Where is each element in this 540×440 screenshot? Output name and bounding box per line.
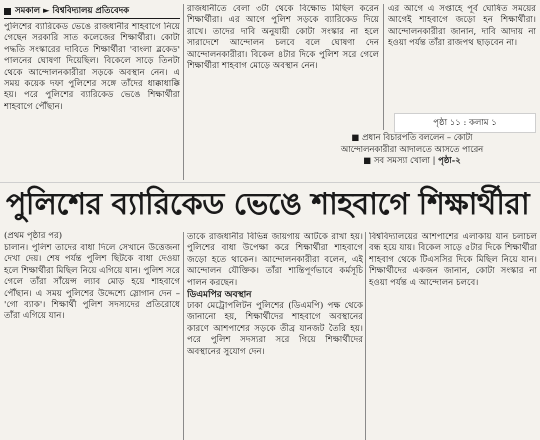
top-left-text: পুলিশের ব্যারিকেড ভেঙে রাজধানীর শাহবাগে নিয়ে গেছেন সরকারি সাত কলেজের শিক্ষার্থীরা। কোটা পদ্ধতি সংস্কারের দাবিতে শিক্ষার্থীরা 'বাংলা ব্লকেড' পালনের ঘোষণা দিয়েছিল। বিকেলে সাড়ে তিনটা থেকে আন্দোলনকারীরা সড়কে অবস্থান নেন। এ সময় কয়েক দফা পুলিশের সঙ্গে তাঁদের ধাক্কাধাক্কি হয়। পরে পুলিশের ব্যারিকেড ভেঙে শিক্ষার্থীরা শাহবাগে পৌঁছান। (4, 22, 180, 112)
jump-label (394, 113, 536, 133)
column-divider (383, 4, 384, 130)
jump-label-text: পৃষ্ঠা ১১ : কলাম ১ (433, 118, 497, 128)
bottom-middle-text-2: ঢাকা মেট্রোপলিটন পুলিশের (ডিএমপি) পক্ষ থেকে জানানো হয়, শিক্ষার্থীদের শাহবাগে অবস্থানের কারণে আশপাশের সড়কে তীব্র যানজট তৈরি হয়। পরে পুলিশ সদস্যরা সরে গিয়ে শিক্ষার্থীদের অবস্থানের সুযোগ দেন। (187, 301, 363, 357)
bottom-right-column (369, 232, 537, 440)
headline: পুলিশের ব্যারিকেড ভেঙে শাহবাগে শিক্ষার্থীরা (6, 187, 530, 222)
byline-square-icon (4, 8, 11, 15)
top-right-column (388, 4, 536, 104)
bottom-right-text: বিশ্ববিদ্যালয়ের আশপাশের এলাকায় যান চলাচল বন্ধ হয়ে যায়। বিকেল সাড়ে ৫টার দিকে শিক্ষার্থীরা শাহবাগ থেকে টিএসসির দিকে মিছিল নিয়ে যান। শিক্ষার্থীদের একজন জানান, কোটা সংস্কার না হওয়া পর্যন্ত এ আন্দোলন চলবে। (369, 232, 537, 288)
bottom-left-column (4, 243, 180, 440)
top-right-text: এর আগে এ সপ্তাহে পূর্ব ঘোষিত সময়ের আগেই শাহবাগে জড়ো হন শিক্ষার্থীরা। আন্দোলনকারীরা জানান, দাবি আদায় না হওয়া পর্যন্ত তাঁরা রাজপথ ছাড়বেন না। (388, 4, 536, 49)
column-divider (365, 232, 366, 440)
byline (4, 4, 180, 18)
teaser-line-2: আন্দোলনকারীরা আদালতে আসতে পারেন (340, 143, 484, 154)
teaser-line-3: ■ সব সমস্যা খোলা | পৃষ্ঠা-২ (363, 155, 461, 165)
teaser-line-1: ■ প্রধান বিচারপতি বললেন – কোটা (351, 132, 473, 142)
byline-text: সমকাল ► বিশ্ববিদ্যালয় প্রতিবেদক (15, 6, 130, 16)
column-divider (183, 232, 184, 440)
teaser-line-3-text: ■ সব সমস্যা খোলা (363, 155, 430, 165)
top-left-column (4, 22, 180, 180)
top-middle-text: রাজধানীতে বেলা ৩টা থেকে বিক্ষোভ মিছিল করেন শিক্ষার্থীরা। এর আগে পুলিশ সড়কে ব্যারিকেড দিয়ে রাখে। তাদের দাবি অনুযায়ী কোটা সংস্কার না হলে সারাদেশে আন্দোলন চলবে বলে ঘোষণা দেন আন্দোলনকারীরা। বিকেল ৪টার দিকে পুলিশ সরে গেলে শিক্ষার্থীরা শাহবাগ মোড়ে অবস্থান নেন। (187, 4, 379, 72)
bottom-middle-subhead: ডিএমপির অবস্থান (187, 290, 252, 301)
teaser-box (288, 132, 536, 182)
column-divider (183, 4, 184, 180)
bottom-middle-text: তাকে রাজধানীর বিভিন্ন জায়গায় আটকে রাখা হয়। পুলিশের বাধা উপেক্ষা করে শিক্ষার্থীরা শাহবাগে জড়ো হতে থাকেন। আন্দোলনকারীরা বলেন, এই আন্দোলন যৌক্তিক। তাঁরা শান্তিপূর্ণভাবে কর্মসূচি পালন করছেন। (187, 232, 363, 288)
bottom-middle-column (187, 232, 363, 440)
teaser-page-ref: পৃষ্ঠা-২ (438, 155, 461, 165)
continued-from: (প্রথম পৃষ্ঠার পর) (4, 231, 63, 241)
bottom-left-text: চালান। পুলিশ তাদের বাধা দিলে সেখানে উত্তেজনা দেখা দেয়। শেষ পর্যন্ত পুলিশ ছিটকে বাধা দেওয়া হলে শিক্ষার্থীরা মিছিল নিয়ে এগিয়ে যান। পুলিশ সরে গেলে তাঁরা সাঁয়েন্স ল্যাব মোড় হয়ে শাহবাগে পৌঁছান। এ সময় পুলিশের উদ্দেশ্যে স্লোগান দেন – 'গো ব্যাক'। শিক্ষার্থী পুলিশ সদস্যদের প্রতিরোধে তাঁরা এগিয়ে যান। (4, 243, 180, 322)
byline-rule (4, 18, 180, 19)
